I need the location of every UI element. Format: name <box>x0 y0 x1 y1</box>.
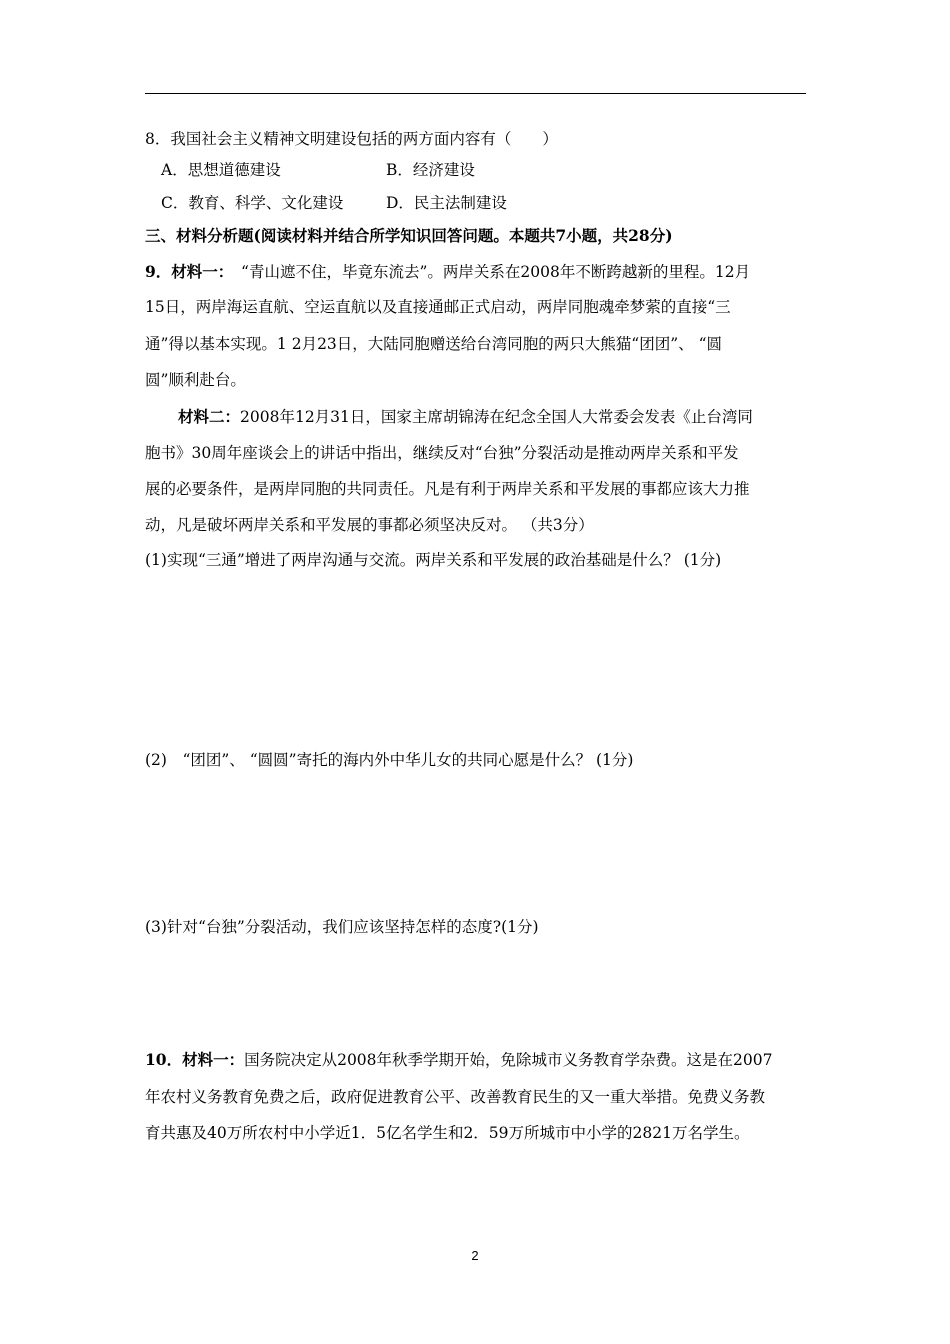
q8-option-a: A．思想道德建设 <box>161 161 281 179</box>
q8-option-d: D．民主法制建设 <box>386 194 507 212</box>
q10-line2: 年农村义务教育免费之后，政府促进教育公平、改善教育民生的又一重大举措。免费义务教 <box>145 1088 766 1106</box>
q9-subquestion-2: (2) “团团”、 “圆圆”寄托的海内外中华儿女的共同心愿是什么？ (1分) <box>145 751 634 769</box>
header-rule <box>145 93 806 94</box>
q8-option-c: C．教育、科学、文化建设 <box>161 194 344 212</box>
q9-material2-line1 <box>178 407 753 427</box>
q8-stem: 8．我国社会主义精神文明建设包括的两方面内容有（ ） <box>145 130 558 148</box>
q9-material1-label: 9．材料一： <box>145 262 226 281</box>
q8-option-b: B．经济建设 <box>386 161 475 179</box>
q9-material2-text: 2008年12月31日，国家主席胡锦涛在纪念全国人大常委会发表《止台湾同 <box>240 408 753 426</box>
q10-line1 <box>145 1050 772 1070</box>
page-number: 2 <box>471 1248 479 1263</box>
q9-material1-text: “青山遮不住，毕竟东流去”。两岸关系在2008年不断跨越新的里程。12月 <box>225 263 751 281</box>
q9-material2-line4: 动，凡是破坏两岸关系和平发展的事都必须坚决反对。 （共3分） <box>145 516 594 534</box>
q10-material1-label: 10．材料一： <box>145 1050 245 1069</box>
q9-material1-line2: 15日，两岸海运直航、空运直航以及直接通邮正式启动，两岸同胞魂牵梦萦的直接“三 <box>145 298 731 316</box>
q9-material2-line2: 胞书》30周年座谈会上的讲话中指出，继续反对“台独”分裂活动是推动两岸关系和平发 <box>145 444 739 462</box>
q9-material1-line3: 通”得以基本实现。1 2月23日，大陆同胞赠送给台湾同胞的两只大熊猫“团团”、 “圆 <box>145 335 722 353</box>
q9-subquestion-3: (3)针对“台独”分裂活动，我们应该坚持怎样的态度?(1分) <box>145 918 539 936</box>
q9-material1-line4: 圆”顺利赴台。 <box>145 371 246 389</box>
q9-material2-line3: 展的必要条件，是两岸同胞的共同责任。凡是有利于两岸关系和平发展的事都应该大力推 <box>145 480 750 498</box>
q9-subquestion-1: (1)实现“三通”增进了两岸沟通与交流。两岸关系和平发展的政治基础是什么？ (1分) <box>145 551 722 569</box>
q10-line3: 育共惠及40万所农村中小学近1．5亿名学生和2．59万所城市中小学的2821万名学生。 <box>145 1124 750 1142</box>
q10-material1-text: 国务院决定从2008年秋季学期开始，免除城市义务教育学杂费。这是在2007 <box>244 1051 773 1069</box>
q9-material2-label: 材料二： <box>178 407 241 426</box>
section3-title: 三、材料分析题(阅读材料并结合所学知识回答问题。本题共7小题，共28分) <box>145 226 673 245</box>
q9-material1-line1 <box>145 262 750 282</box>
